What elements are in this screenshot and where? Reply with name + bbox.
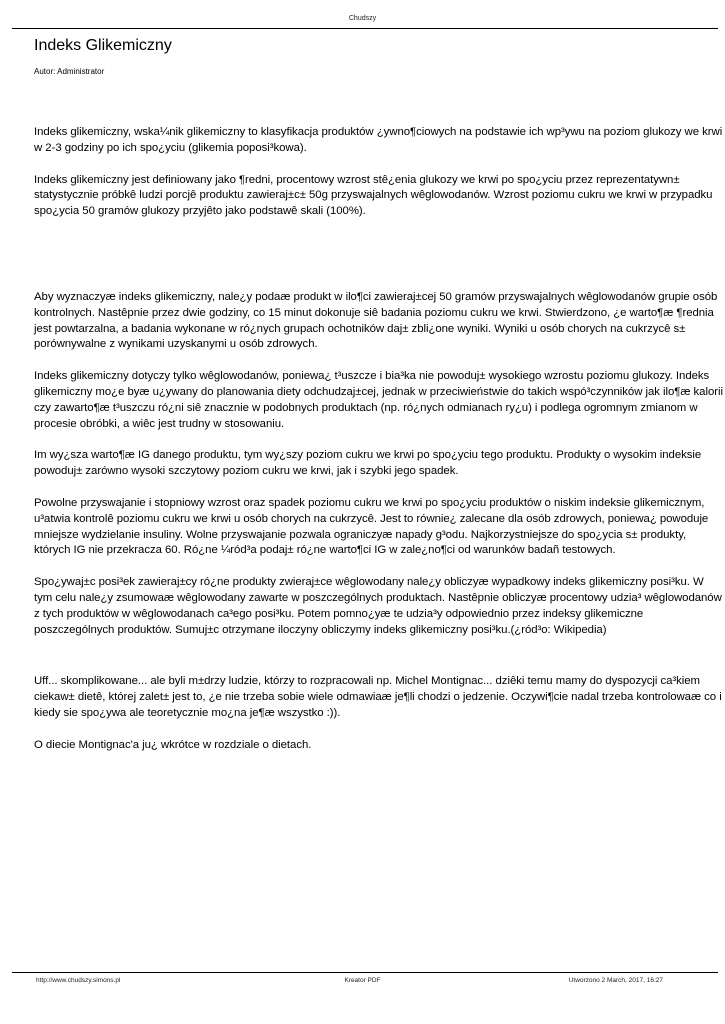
paragraph-3: Aby wyznaczyæ indeks glikemiczny, nale¿y podaæ produkt w ilo¶ci zawieraj±cej 50 gramów przyswajalnych wêglowodanów grupie osób kontrolnych. Nastêpnie przez dwie godziny, co 15 minut dokonuje siê badania poziomu cukru we krwi. Stwierdzono, ¿e warto¶æ ¶rednia jest powtarzalna, a badania wykonane w ró¿nych grupach ochotników daj± zbli¿one wyniki. Wyniki u osób chorych na cukrzycê s± porównywalne z wynikami uzyskanymi u osób zdrowych. xyxy=(34,290,718,351)
paragraph-1: Indeks glikemiczny, wska¼nik glikemiczny to klasyfikacja produktów ¿ywno¶ciowych na podstawie ich wp³ywu na poziom glukozy we krwi w 2-3 godziny po ich spo¿yciu (glikemia poposi³kowa). xyxy=(34,126,723,154)
paragraph-8: Uff... skomplikowane... ale byli m±drzy ludzie, którzy to rozpracowali np. Michel Montignac... dziêki temu mamy do dyspozycji ca³kiem ciekaw± dietê, której zalet± jest to, ¿e nie trzeba sobie wiele odmawiaæ je¶li chodzi o jedzenie. Oczywi¶cie nadal trzeba kontrolowaæ co i kiedy sie spo¿ywa ale teoretycznie mo¿na je¶æ wszystko :)). xyxy=(34,675,722,719)
footer-url: http://www.chudszy.simons.pl xyxy=(36,977,121,984)
site-header: Chudszy xyxy=(348,15,377,22)
footer-generator: Kreator PDF xyxy=(344,977,381,984)
footer-divider xyxy=(12,972,718,973)
paragraph-6: Powolne przyswajanie i stopniowy wzrost oraz spadek poziomu cukru we krwi po spo¿yciu produktów o niskim indeksie glikemicznym, u³atwia kontrolê poziomu cukru we krwi u osób chorych na cukrzycê. Jest to równie¿ zalecane dla osób zdrowych, poniewa¿ powoduje mniejsze wydzielanie insuliny. Wolne przyswajanie pozwala ograniczyæ napady g³odu. Najkorzystniejsze do spo¿ycia s± produkty, których IG nie przekracza 60. Ró¿ne ¼ród³a podaj± ró¿ne warto¶ci IG w zale¿no¶ci od warunków badañ testowych. xyxy=(34,496,709,557)
paragraph-4: Indeks glikemiczny dotyczy tylko wêglowodanów, poniewa¿ t³uszcze i bia³ka nie powoduj± wysokiego wzrostu poziomu glukozy. Indeks glikemiczny mo¿e byæ u¿ywany do planowania diety odchudzaj±cej, jednak w przeciwieństwie do takich wspó³czynników jak ilo¶æ kalorii czy zawarto¶æ t³uszczu ró¿ni siê znacznie w podobnych produktach (np. ró¿nych odmianach ry¿u) i podlega ogromnym zmianom w procesie obróbki, a wiêc jest trudny w stosowaniu. xyxy=(34,370,723,430)
header-divider xyxy=(12,28,718,29)
article-body xyxy=(34,125,724,770)
footer-created: Utworzono 2 March, 2017, 16:27 xyxy=(568,977,663,984)
paragraph-7: Spo¿ywaj±c posi³ek zawieraj±cy ró¿ne produkty zwieraj±ce wêglowodany nale¿y obliczyæ wypadkowy indeks glikemiczny posi³ku. W tym celu nale¿y zsumowaæ wêglowodany zawarte w poszczególnych produktach. Nastêpnie obliczyæ procentowy udzia³ wêglowodanów z tych produktów w wêglowodanach ca³ego posi³ku. Potem pomno¿yæ te udzia³y odpowiednio przez indeksy glikemiczne poszczególnych produktów. Sumuj±c otrzymane iloczyny obliczymy indeks glikemiczny posi³ku.(¿ród³o: Wikipedia) xyxy=(34,576,722,636)
paragraph-2: Indeks glikemiczny jest definiowany jako ¶redni, procentowy wzrost stê¿enia glukozy we krwi po spo¿yciu przez reprezentatywn± statystycznie próbkê ludzi porcjê produktu zawieraj±c± 50g przyswajalnych wêglowodanów. Wzrost poziomu cukru we krwi w przypadku spo¿ycia 50 gramów glukozy przyjêto jako podstawê skali (100%). xyxy=(34,173,713,218)
author-line: Autor: Administrator xyxy=(34,67,105,76)
page-title: Indeks Glikemiczny xyxy=(34,37,172,54)
paragraph-9: O diecie Montignac'a ju¿ wkrótce w rozdziale o dietach. xyxy=(34,738,312,751)
paragraph-5: Im wy¿sza warto¶æ IG danego produktu, tym wy¿szy poziom cukru we krwi po spo¿yciu tego produktu. Produkty o wysokim indeksie powoduj± zarówno wysoki szczytowy poziom cukru we krwi, jak i szybki jego spadek. xyxy=(34,449,702,478)
